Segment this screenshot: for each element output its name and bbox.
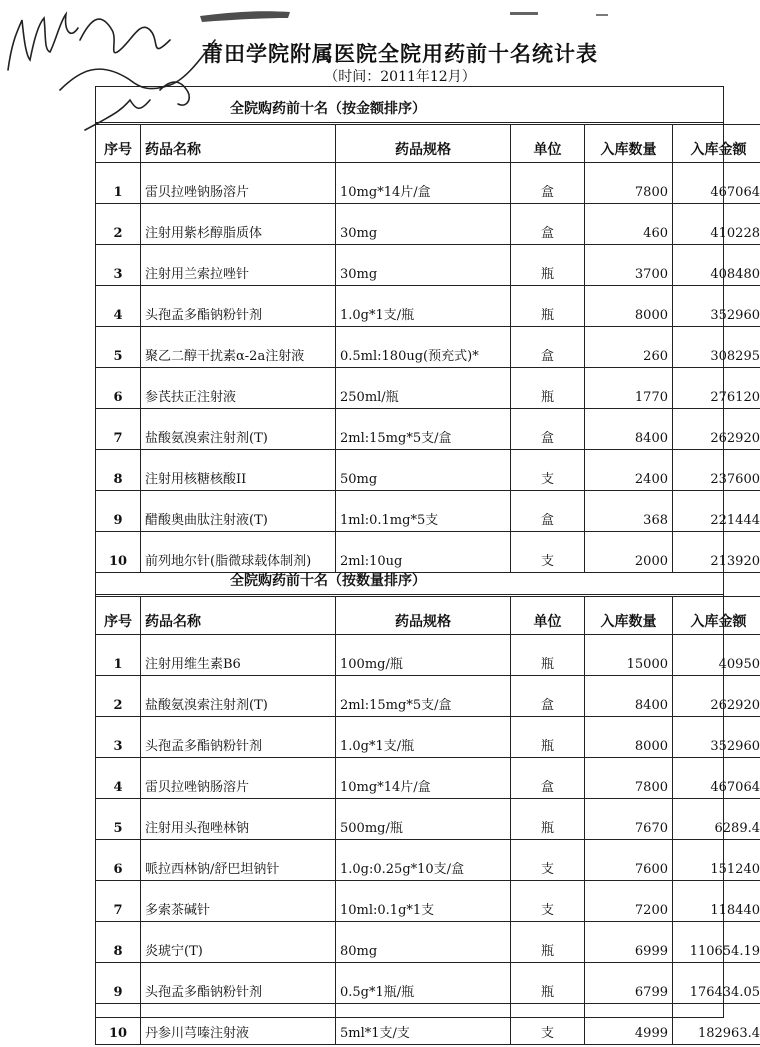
drug-spec: 10ml:0.1g*1支 bbox=[336, 881, 511, 922]
drug-qty: 15000 bbox=[585, 635, 673, 676]
drug-qty: 6999 bbox=[585, 922, 673, 963]
drug-name: 醋酸奥曲肽注射液(T) bbox=[141, 491, 336, 532]
drug-name: 头孢孟多酯钠粉针剂 bbox=[141, 717, 336, 758]
drug-qty: 6799 bbox=[585, 963, 673, 1004]
row-no: 2 bbox=[96, 676, 141, 717]
drug-amount: 352960 bbox=[673, 717, 760, 758]
drug-name: 哌拉西林钠/舒巴坦钠针 bbox=[141, 840, 336, 881]
drug-spec: 10mg*14片/盒 bbox=[336, 163, 511, 204]
drug-name: 丹参川芎嗪注射液 bbox=[141, 1004, 336, 1045]
col-header-amount: 入库金额 bbox=[673, 597, 760, 635]
drug-unit: 瓶 bbox=[511, 922, 585, 963]
drug-amount: 410228 bbox=[673, 204, 760, 245]
drug-unit: 瓶 bbox=[511, 799, 585, 840]
drug-unit: 盒 bbox=[511, 491, 585, 532]
table-row bbox=[96, 922, 760, 963]
drug-amount: 237600 bbox=[673, 450, 760, 491]
table-row bbox=[96, 532, 760, 573]
page-subtitle: （时间：2011年12月） bbox=[324, 69, 476, 85]
drug-amount: 176434.05 bbox=[673, 963, 760, 1004]
drug-amount: 352960 bbox=[673, 286, 760, 327]
col-header-amount: 入库金额 bbox=[673, 125, 760, 163]
drug-spec: 5ml*1支/支 bbox=[336, 1004, 511, 1045]
drug-amount: 467064 bbox=[673, 163, 760, 204]
row-no: 7 bbox=[96, 881, 141, 922]
drug-spec: 2ml:15mg*5支/盒 bbox=[336, 676, 511, 717]
table-header-row bbox=[96, 597, 760, 635]
table-row bbox=[96, 676, 760, 717]
drug-amount: 276120 bbox=[673, 368, 760, 409]
drug-spec: 80mg bbox=[336, 922, 511, 963]
row-no: 6 bbox=[96, 840, 141, 881]
drug-name: 注射用头孢唑林钠 bbox=[141, 799, 336, 840]
drug-unit: 支 bbox=[511, 532, 585, 573]
row-no: 5 bbox=[96, 327, 141, 368]
drug-qty: 2000 bbox=[585, 532, 673, 573]
table-row bbox=[96, 1004, 760, 1045]
page-title: 莆田学院附属医院全院用药前十名统计表 bbox=[202, 41, 598, 66]
drug-amount: 151240 bbox=[673, 840, 760, 881]
drug-name: 注射用维生素B6 bbox=[141, 635, 336, 676]
drug-spec: 1ml:0.1mg*5支 bbox=[336, 491, 511, 532]
drug-spec: 30mg bbox=[336, 204, 511, 245]
drug-amount: 221444 bbox=[673, 491, 760, 532]
drug-name: 头孢孟多酯钠粉针剂 bbox=[141, 963, 336, 1004]
table-row bbox=[96, 327, 760, 368]
row-no: 8 bbox=[96, 450, 141, 491]
table-row bbox=[96, 881, 760, 922]
drug-qty: 8000 bbox=[585, 717, 673, 758]
section2-divider bbox=[95, 594, 724, 595]
col-header-qty: 入库数量 bbox=[585, 125, 673, 163]
drug-name: 注射用兰索拉唑针 bbox=[141, 245, 336, 286]
table-row bbox=[96, 450, 760, 491]
table-row bbox=[96, 491, 760, 532]
drug-name: 盐酸氨溴索注射剂(T) bbox=[141, 409, 336, 450]
table-row bbox=[96, 163, 760, 204]
table-row bbox=[96, 368, 760, 409]
drug-qty: 2400 bbox=[585, 450, 673, 491]
table-by-amount bbox=[95, 124, 760, 573]
table-row bbox=[96, 758, 760, 799]
drug-qty: 260 bbox=[585, 327, 673, 368]
drug-name: 注射用紫杉醇脂质体 bbox=[141, 204, 336, 245]
col-header-no: 序号 bbox=[96, 597, 141, 635]
drug-name: 炎琥宁(T) bbox=[141, 922, 336, 963]
table-by-quantity bbox=[95, 596, 760, 1045]
drug-spec: 30mg bbox=[336, 245, 511, 286]
row-no: 4 bbox=[96, 758, 141, 799]
drug-spec: 50mg bbox=[336, 450, 511, 491]
table-row bbox=[96, 963, 760, 1004]
table-row bbox=[96, 840, 760, 881]
drug-amount: 110654.19 bbox=[673, 922, 760, 963]
row-no: 8 bbox=[96, 922, 141, 963]
drug-amount: 40950 bbox=[673, 635, 760, 676]
section1-divider bbox=[95, 122, 724, 123]
drug-amount: 118440 bbox=[673, 881, 760, 922]
drug-unit: 盒 bbox=[511, 204, 585, 245]
col-header-unit: 单位 bbox=[511, 597, 585, 635]
row-no: 10 bbox=[96, 532, 141, 573]
row-no: 1 bbox=[96, 635, 141, 676]
table-row bbox=[96, 245, 760, 286]
drug-spec: 250ml/瓶 bbox=[336, 368, 511, 409]
drug-unit: 瓶 bbox=[511, 245, 585, 286]
drug-amount: 213920 bbox=[673, 532, 760, 573]
drug-spec: 100mg/瓶 bbox=[336, 635, 511, 676]
row-no: 1 bbox=[96, 163, 141, 204]
drug-unit: 盒 bbox=[511, 676, 585, 717]
drug-amount: 262920 bbox=[673, 676, 760, 717]
drug-spec: 1.0g:0.25g*10支/盒 bbox=[336, 840, 511, 881]
drug-name: 多索茶碱针 bbox=[141, 881, 336, 922]
drug-amount: 467064 bbox=[673, 758, 760, 799]
drug-amount: 408480 bbox=[673, 245, 760, 286]
drug-spec: 10mg*14片/盒 bbox=[336, 758, 511, 799]
row-no: 9 bbox=[96, 963, 141, 1004]
drug-unit: 瓶 bbox=[511, 635, 585, 676]
row-no: 3 bbox=[96, 245, 141, 286]
row-no: 6 bbox=[96, 368, 141, 409]
drug-qty: 460 bbox=[585, 204, 673, 245]
row-no: 7 bbox=[96, 409, 141, 450]
drug-spec: 2ml:15mg*5支/盒 bbox=[336, 409, 511, 450]
drug-unit: 支 bbox=[511, 840, 585, 881]
table-row bbox=[96, 635, 760, 676]
drug-name: 盐酸氨溴索注射剂(T) bbox=[141, 676, 336, 717]
drug-name: 雷贝拉唑钠肠溶片 bbox=[141, 163, 336, 204]
drug-spec: 0.5ml:180ug(预充式)* bbox=[336, 327, 511, 368]
drug-qty: 8400 bbox=[585, 676, 673, 717]
drug-name: 注射用核糖核酸II bbox=[141, 450, 336, 491]
table-row bbox=[96, 204, 760, 245]
col-header-qty: 入库数量 bbox=[585, 597, 673, 635]
drug-spec: 0.5g*1瓶/瓶 bbox=[336, 963, 511, 1004]
drug-unit: 盒 bbox=[511, 409, 585, 450]
drug-qty: 368 bbox=[585, 491, 673, 532]
drug-name: 前列地尔针(脂微球载体制剂) bbox=[141, 532, 336, 573]
drug-qty: 3700 bbox=[585, 245, 673, 286]
section2-title: 全院购药前十名（按数量排序） bbox=[230, 573, 426, 589]
drug-unit: 瓶 bbox=[511, 963, 585, 1004]
row-no: 5 bbox=[96, 799, 141, 840]
drug-name: 头孢孟多酯钠粉针剂 bbox=[141, 286, 336, 327]
table-row bbox=[96, 286, 760, 327]
drug-spec: 1.0g*1支/瓶 bbox=[336, 286, 511, 327]
col-header-no: 序号 bbox=[96, 125, 141, 163]
drug-qty: 8000 bbox=[585, 286, 673, 327]
table-header-row bbox=[96, 125, 760, 163]
col-header-unit: 单位 bbox=[511, 125, 585, 163]
drug-unit: 支 bbox=[511, 1004, 585, 1045]
col-header-spec: 药品规格 bbox=[336, 597, 511, 635]
drug-spec: 1.0g*1支/瓶 bbox=[336, 717, 511, 758]
row-no: 2 bbox=[96, 204, 141, 245]
drug-unit: 瓶 bbox=[511, 717, 585, 758]
drug-amount: 308295 bbox=[673, 327, 760, 368]
drug-amount: 262920 bbox=[673, 409, 760, 450]
table-row bbox=[96, 409, 760, 450]
drug-unit: 支 bbox=[511, 881, 585, 922]
drug-unit: 盒 bbox=[511, 163, 585, 204]
drug-qty: 7600 bbox=[585, 840, 673, 881]
drug-name: 聚乙二醇干扰素α-2a注射液 bbox=[141, 327, 336, 368]
drug-qty: 7800 bbox=[585, 758, 673, 799]
row-no: 10 bbox=[96, 1004, 141, 1045]
drug-name: 参芪扶正注射液 bbox=[141, 368, 336, 409]
drug-unit: 盒 bbox=[511, 327, 585, 368]
drug-amount: 182963.4 bbox=[673, 1004, 760, 1045]
row-no: 9 bbox=[96, 491, 141, 532]
drug-unit: 支 bbox=[511, 450, 585, 491]
drug-unit: 瓶 bbox=[511, 286, 585, 327]
table-row bbox=[96, 717, 760, 758]
drug-qty: 7800 bbox=[585, 163, 673, 204]
row-no: 4 bbox=[96, 286, 141, 327]
drug-unit: 瓶 bbox=[511, 368, 585, 409]
row-no: 3 bbox=[96, 717, 141, 758]
table-row bbox=[96, 799, 760, 840]
col-header-name: 药品名称 bbox=[141, 597, 336, 635]
drug-spec: 500mg/瓶 bbox=[336, 799, 511, 840]
drug-amount: 6289.4 bbox=[673, 799, 760, 840]
drug-qty: 7670 bbox=[585, 799, 673, 840]
drug-qty: 8400 bbox=[585, 409, 673, 450]
drug-qty: 1770 bbox=[585, 368, 673, 409]
drug-unit: 盒 bbox=[511, 758, 585, 799]
section1-title: 全院购药前十名（按金额排序） bbox=[230, 101, 426, 117]
drug-name: 雷贝拉唑钠肠溶片 bbox=[141, 758, 336, 799]
drug-spec: 2ml:10ug bbox=[336, 532, 511, 573]
col-header-name: 药品名称 bbox=[141, 125, 336, 163]
col-header-spec: 药品规格 bbox=[336, 125, 511, 163]
drug-qty: 7200 bbox=[585, 881, 673, 922]
drug-qty: 4999 bbox=[585, 1004, 673, 1045]
